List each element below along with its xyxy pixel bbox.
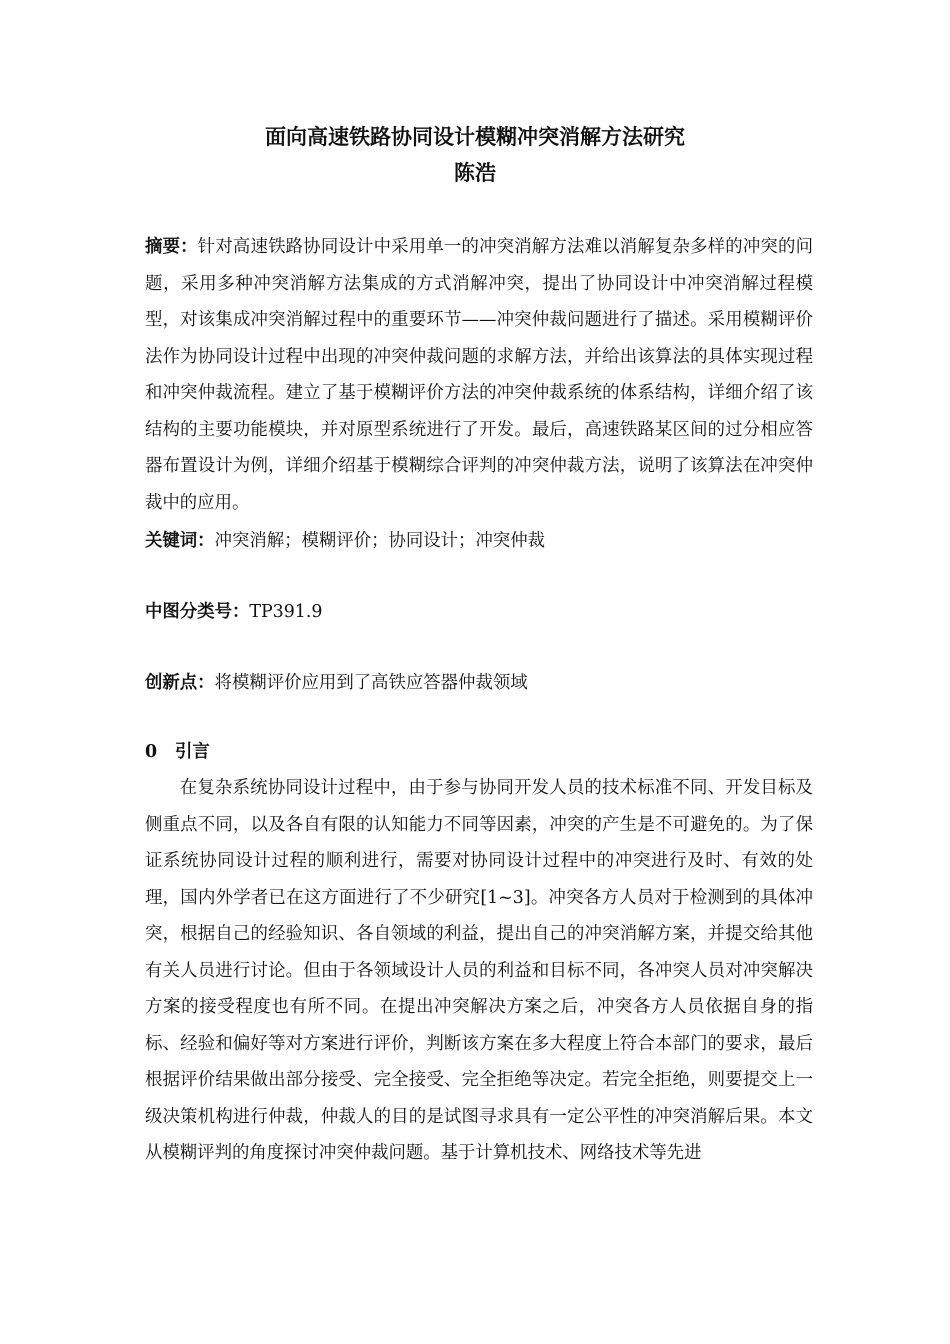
innovation-section	[145, 665, 813, 701]
introduction-section	[145, 770, 813, 1172]
keywords-section	[145, 523, 813, 559]
keywords-label: 关键词：	[145, 531, 215, 551]
section-heading	[145, 734, 210, 770]
classification-label: 中图分类号：	[145, 602, 250, 622]
classification-value: TP391.9	[249, 602, 323, 622]
abstract-text: 针对高速铁路协同设计中采用单一的冲突消解方法难以消解复杂多样的冲突的问题，采用多种冲突消解方法集成的方式消解冲突，提出了协同设计中冲突消解过程模型，对该集成冲突消解过程中的重要环节——冲突仲裁问题进行了描述。采用模糊评价法作为协同设计过程中出现的冲突仲裁问题的求解方法，并给出该算法的具体实现过程和冲突仲裁流程。建立了基于模糊评价方法的冲突仲裁系统的体系结构，详细介绍了该结构的主要功能模块，并对原型系统进行了开发。最后，高速铁路某区间的过分相应答器布置设计为例，详细介绍基于模糊综合评判的冲突仲裁方法，说明了该算法在冲突仲裁中的应用。	[145, 237, 813, 513]
innovation-label: 创新点：	[145, 673, 215, 693]
classification-section	[145, 594, 813, 630]
intro-paragraph: 在复杂系统协同设计过程中，由于参与协同开发人员的技术标准不同、开发目标及侧重点不同，以及各自有限的认知能力不同等因素，冲突的产生是不可避免的。为了保证系统协同设计过程的顺利进行，需要对协同设计过程中的冲突进行及时、有效的处理，国内外学者已在这方面进行了不少研究[1~3]。冲突各方人员对于检测到的具体冲突，根据自己的经验知识、各自领域的利益，提出自己的冲突消解方案，并提交给其他有关人员进行讨论。但由于各领域设计人员的利益和目标不同，各冲突人员对冲突解决方案的接受程度也有所不同。在提出冲突解决方案之后，冲突各方人员依据自身的指标、经验和偏好等对方案进行评价，判断该方案在多大程度上符合本部门的要求，最后根据评价结果做出部分接受、完全接受、完全拒绝等决定。若完全拒绝，则要提交上一级决策机构进行仲裁，仲裁人的目的是试图寻求具有一定公平性的冲突消解后果。本文从模糊评判的角度探讨冲突仲裁问题。基于计算机技术、网络技术等先进	[145, 778, 813, 1163]
abstract-section	[145, 229, 813, 521]
abstract-label: 摘要：	[145, 237, 198, 257]
author-name: 陈浩	[454, 160, 496, 185]
paper-title: 面向高速铁路协同设计模糊冲突消解方法研究	[265, 124, 685, 149]
innovation-text: 将模糊评价应用到了高铁应答器仲裁领域	[214, 673, 528, 693]
section-number: 0	[145, 742, 158, 762]
keywords-text: 冲突消解；模糊评价；协同设计；冲突仲裁	[214, 531, 546, 551]
section-title: 引言	[175, 742, 210, 762]
